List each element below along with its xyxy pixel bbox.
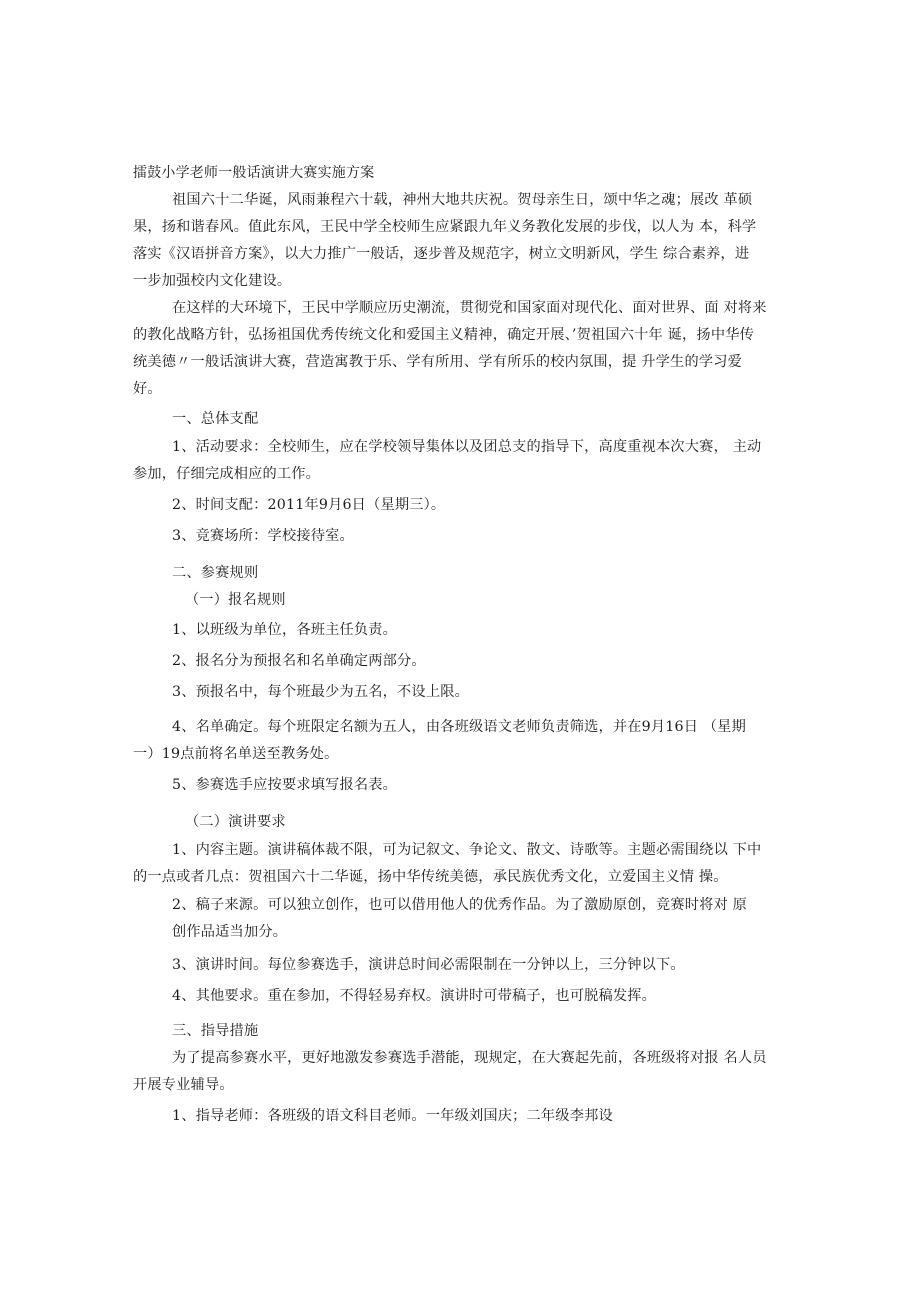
paragraph-line: 3、演讲时间。每位参赛选手，演讲总时间必需限制在一分钟以上，三分钟以下。: [172, 957, 685, 973]
paragraph-line: 统美德〃一般话演讲大赛，营造寓教于乐、学有所用、学有所乐的校内氛围，提 升学生的学习爱: [133, 354, 742, 370]
paragraph-line: 一）19点前将名单送至教务处。: [133, 746, 339, 762]
document-title: 擂鼓小学老师一般话演讲大赛实施方案: [133, 165, 375, 181]
paragraph-line: 落实《汉语拼音方案》，以大力推广一般话，逐步普及规范字，树立文明新风，学生 综合素养，进: [133, 246, 750, 262]
paragraph-line: 3、预报名中，每个班最少为五名，不设上限。: [172, 684, 469, 700]
paragraph-line: 一步加强校内文化建设。: [133, 273, 292, 289]
section-heading: 三、指导措施: [172, 1023, 259, 1039]
paragraph-line: 的一点或者几点：贺祖国六十二华诞，扬中华传统美德，承民族优秀文化，立爱国主义情 操。: [133, 869, 728, 885]
paragraph-line: 4、其他要求。重在参加，不得轻易弃权。演讲时可带稿子，也可脱稿发挥。: [172, 988, 657, 1004]
paragraph-line: 1、内容主题。演讲稿体裁不限，可为记叙文、争论文、散文、诗歌等。主题必需围绕以 下中: [172, 842, 762, 858]
section-heading: 二、参赛规则: [172, 565, 259, 581]
paragraph-line: 2、稿子来源。可以独立创作，也可以借用他人的优秀作品。为了激励原创，竞赛时将对 原: [172, 897, 748, 913]
paragraph-line: 2、时间支配：2011年9月6日（星期三）。: [172, 497, 446, 513]
paragraph-line: 1、指导老师：各班级的语文科目老师。一年级刘国庆；二年级李邦设: [172, 1108, 613, 1124]
paragraph-line: 祖国六十二华诞，风雨兼程六十载，神州大地共庆祝。贺母亲生日，颂中华之魂；展改 革硕: [172, 192, 753, 208]
paragraph-line: 果，扬和谐春风。值此东风，王民中学全校师生应紧跟九年义务教化发展的步伐，以人为 本，科学: [133, 219, 757, 235]
paragraph-line: 1、以班级为单位，各班主任负责。: [172, 622, 398, 638]
paragraph-line: 3、竞赛场所：学校接待室。: [172, 528, 354, 544]
paragraph-line: 在这样的大环境下，王民中学顺应历史潮流，贯彻党和国家面对现代化、面对世界、面 对将来: [172, 300, 767, 316]
paragraph-line: 的教化战略方针，弘扬祖国优秀传统文化和爱国主义精神，确定开展、’贺祖国六十年 诞，扬中华传: [133, 327, 754, 343]
paragraph-line: 2、报名分为预报名和名单确定两部分。: [172, 653, 426, 669]
paragraph-line: 5、参赛选手应按要求填写报名表。: [172, 777, 398, 793]
subsection-heading: （二）演讲要求: [185, 814, 286, 830]
section-heading: 一、总体支配: [172, 411, 259, 427]
subsection-heading: （一）报名规则: [185, 592, 286, 608]
paragraph-line: 开展专业辅导。: [133, 1077, 234, 1093]
paragraph-line: 为了提高参赛水平，更好地激发参赛选手潜能，现规定，在大赛起先前，各班级将对报 名人员: [172, 1050, 767, 1066]
paragraph-line: 1、活动要求：全校师生，应在学校领导集体以及团总支的指导下，高度重视本次大赛， 主动: [172, 439, 762, 455]
paragraph-line: 参加，仔细完成相应的工作。: [133, 466, 321, 482]
paragraph-line: 好。: [133, 381, 162, 397]
paragraph-line: 4、名单确定。每个班限定名额为五人，由各班级语文老师负责筛选，并在9月16日 （星期: [172, 719, 746, 735]
paragraph-line: 创作品适当加分。: [172, 924, 288, 940]
